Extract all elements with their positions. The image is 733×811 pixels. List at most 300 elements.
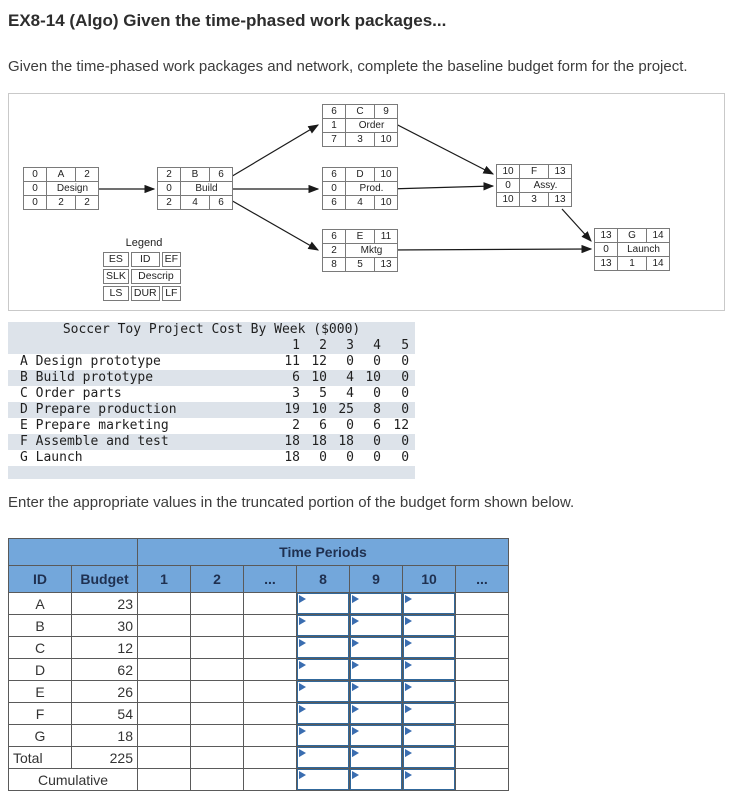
- total-period-8-input[interactable]: [297, 747, 350, 769]
- cost-week-value: 4: [346, 386, 354, 401]
- cost-week-value: 0: [387, 370, 415, 386]
- node-ls-value: 2: [158, 196, 181, 210]
- activity-node-E: [322, 229, 398, 272]
- row-G-period-8-input[interactable]: [297, 725, 350, 747]
- budget-row-id: B: [9, 615, 72, 637]
- budget-row-amount: 23: [72, 593, 138, 615]
- cell-flag-icon: [352, 727, 359, 736]
- row-F-period-9-cell: [350, 703, 403, 725]
- node-id-value: G: [618, 229, 647, 243]
- cost-week-header: 3: [333, 338, 360, 354]
- cost-week-value: 18: [306, 434, 333, 450]
- row-D-period-10-cell: [403, 659, 456, 681]
- node-row-late: [497, 193, 572, 207]
- budget-row-id: E: [9, 681, 72, 703]
- node-lf-value: 14: [647, 257, 670, 271]
- cost-week-value: 0: [346, 354, 354, 369]
- row-B-period-9-input[interactable]: [350, 615, 403, 637]
- budget-row-id: A: [9, 593, 72, 615]
- budget-row-E: [9, 681, 509, 703]
- row-E-period-9-cell: [350, 681, 403, 703]
- budget-row-amount: 62: [72, 659, 138, 681]
- cost-activity-label: E Prepare marketing: [20, 418, 169, 433]
- budget-row-id: D: [9, 659, 72, 681]
- node-slack-value: 0: [158, 182, 181, 196]
- node-id-value: D: [346, 168, 375, 182]
- cost-week-value: 0: [373, 386, 381, 401]
- cumulative-period-10-input[interactable]: [403, 769, 456, 791]
- node-lf-value: 2: [76, 196, 99, 210]
- activity-node-G: [594, 228, 670, 271]
- row-A-period-8-input[interactable]: [297, 593, 350, 615]
- node-row-middle: [323, 244, 398, 258]
- cumulative-label: Cumulative: [9, 769, 138, 791]
- cost-week-header: 5: [387, 338, 415, 354]
- node-description: Design: [47, 182, 99, 196]
- legend-table: [101, 250, 183, 303]
- node-row-early: [323, 230, 398, 244]
- row-C-period-8-input[interactable]: [297, 637, 350, 659]
- cost-week-value: 0: [346, 418, 354, 433]
- row-A-period-8-cell: [297, 593, 350, 615]
- edge-F-to-G: [562, 209, 591, 241]
- node-row-early: [158, 168, 233, 182]
- row-D-period-9-cell: [350, 659, 403, 681]
- activity-node-table-B: [157, 167, 233, 210]
- cost-table-title-row: [8, 322, 415, 338]
- node-description: Order: [346, 119, 398, 133]
- cost-week-header: 2: [306, 338, 333, 354]
- legend-cell: Descrip: [131, 269, 181, 284]
- budget-empty-cell: [138, 593, 191, 615]
- budget-empty-cell: [244, 593, 297, 615]
- row-D-period-10-input[interactable]: [403, 659, 456, 681]
- budget-form-table: [8, 538, 509, 791]
- budget-column-header-row: [9, 566, 509, 593]
- cost-table-title: Soccer Toy Project Cost By Week ($000): [8, 322, 415, 338]
- period-header-1: 1: [138, 566, 191, 593]
- budget-empty-cell: [191, 747, 244, 769]
- node-description: Prod.: [346, 182, 398, 196]
- row-E-period-10-input[interactable]: [403, 681, 456, 703]
- cell-flag-icon: [405, 617, 412, 626]
- budget-row-id: F: [9, 703, 72, 725]
- cumulative-period-10-cell: [403, 769, 456, 791]
- node-es-value: 0: [24, 168, 47, 182]
- row-F-period-10-cell: [403, 703, 456, 725]
- node-row-late: [24, 196, 99, 210]
- row-B-period-10-cell: [403, 615, 456, 637]
- cost-week-value: 0: [401, 450, 410, 465]
- budget-column-header: Budget: [72, 566, 138, 593]
- period-header-8: 8: [297, 566, 350, 593]
- row-G-period-10-cell: [403, 725, 456, 747]
- node-description: Assy.: [520, 179, 572, 193]
- node-ef-value: 10: [375, 168, 398, 182]
- node-description: Launch: [618, 243, 670, 257]
- node-lf-value: 13: [375, 258, 398, 272]
- budget-empty-cell: [138, 615, 191, 637]
- cost-activity-label: D Prepare production: [8, 402, 279, 418]
- cell-flag-icon: [405, 683, 412, 692]
- cost-week-value: 0: [373, 450, 381, 465]
- node-id-value: E: [346, 230, 375, 244]
- cell-flag-icon: [299, 595, 306, 604]
- node-id-value: B: [181, 168, 210, 182]
- node-row-middle: [24, 182, 99, 196]
- budget-empty-cell: [456, 637, 509, 659]
- node-lf-value: 6: [210, 196, 233, 210]
- budget-empty-cell: [138, 725, 191, 747]
- node-es-value: 10: [497, 165, 520, 179]
- cost-week-value: 10: [360, 370, 387, 386]
- node-slack-value: 0: [595, 243, 618, 257]
- row-C-period-9-cell: [350, 637, 403, 659]
- edge-B-to-E: [229, 199, 318, 250]
- node-row-middle: [323, 119, 398, 133]
- cost-table-row: [8, 418, 415, 434]
- legend-row: [103, 286, 181, 301]
- cost-week-value: 25: [333, 402, 360, 418]
- activity-node-F: [496, 164, 572, 207]
- activity-node-table-D: [322, 167, 398, 210]
- node-es-value: 13: [595, 229, 618, 243]
- budget-empty-cell: [244, 615, 297, 637]
- cost-week-value: 0: [401, 386, 410, 401]
- budget-empty-cell: [138, 659, 191, 681]
- cost-table-footer: [8, 466, 415, 479]
- cost-week-value: 8: [360, 402, 387, 418]
- legend-row: [103, 269, 181, 284]
- legend-cell: ES: [103, 252, 129, 267]
- row-E-period-10-cell: [403, 681, 456, 703]
- cost-table-row: [8, 386, 415, 402]
- budget-empty-cell: [191, 769, 244, 791]
- budget-empty-cell: [244, 637, 297, 659]
- cost-activity-label: A Design prototype: [20, 354, 161, 369]
- cell-flag-icon: [352, 595, 359, 604]
- node-row-late: [323, 133, 398, 147]
- row-F-period-8-cell: [297, 703, 350, 725]
- node-ls-value: 8: [323, 258, 346, 272]
- budget-row-amount: 26: [72, 681, 138, 703]
- cost-table-footer-row: [8, 466, 415, 479]
- budget-row-id: C: [9, 637, 72, 659]
- cell-flag-icon: [299, 639, 306, 648]
- budget-empty-cell: [244, 769, 297, 791]
- node-lf-value: 10: [375, 196, 398, 210]
- budget-empty-cell: [191, 637, 244, 659]
- cell-flag-icon: [299, 683, 306, 692]
- legend-cell: ID: [131, 252, 160, 267]
- cell-flag-icon: [352, 617, 359, 626]
- period-header-2: 2: [191, 566, 244, 593]
- node-duration-value: 2: [47, 196, 76, 210]
- node-slack-value: 0: [323, 182, 346, 196]
- budget-empty-cell: [244, 747, 297, 769]
- legend-cell: DUR: [131, 286, 160, 301]
- cost-week-value: 18: [333, 434, 360, 450]
- budget-empty-cell: [191, 725, 244, 747]
- page-title: EX8-14 (Algo) Given the time-phased work packages...: [8, 11, 447, 30]
- node-row-middle: [323, 182, 398, 196]
- budget-empty-cell: [456, 725, 509, 747]
- cost-activity-label: F Assemble and test: [8, 434, 279, 450]
- cell-flag-icon: [299, 661, 306, 670]
- network-diagram-panel: [8, 93, 725, 311]
- budget-row-C: [9, 637, 509, 659]
- cost-by-week-table: [8, 322, 415, 479]
- node-row-early: [323, 105, 398, 119]
- row-G-period-8-cell: [297, 725, 350, 747]
- cell-flag-icon: [299, 617, 306, 626]
- node-row-early: [595, 229, 670, 243]
- node-row-late: [323, 258, 398, 272]
- row-F-period-9-input[interactable]: [350, 703, 403, 725]
- cell-flag-icon: [299, 705, 306, 714]
- budget-row-B: [9, 615, 509, 637]
- node-lf-value: 10: [375, 133, 398, 147]
- row-B-period-8-input[interactable]: [297, 615, 350, 637]
- row-A-period-10-cell: [403, 593, 456, 615]
- row-E-period-9-input[interactable]: [350, 681, 403, 703]
- cost-activity-label: C Order parts: [20, 386, 122, 401]
- budget-header-blank-cell: [9, 539, 138, 566]
- budget-empty-cell: [191, 615, 244, 637]
- row-G-period-10-input[interactable]: [403, 725, 456, 747]
- node-lf-value: 13: [549, 193, 572, 207]
- legend-row: [103, 252, 181, 267]
- node-ef-value: 2: [76, 168, 99, 182]
- budget-empty-cell: [244, 725, 297, 747]
- row-B-period-9-cell: [350, 615, 403, 637]
- node-ls-value: 13: [595, 257, 618, 271]
- node-row-late: [158, 196, 233, 210]
- cost-week-value: 6: [319, 418, 327, 433]
- budget-row-amount: 12: [72, 637, 138, 659]
- node-row-early: [323, 168, 398, 182]
- legend-cell: LS: [103, 286, 129, 301]
- cost-week-value: 0: [387, 434, 415, 450]
- time-periods-header: Time Periods: [138, 539, 509, 566]
- activity-node-table-C: [322, 104, 398, 147]
- activity-node-table-G: [594, 228, 670, 271]
- row-A-period-10-input[interactable]: [403, 593, 456, 615]
- cost-week-header: 4: [360, 338, 387, 354]
- cell-flag-icon: [405, 705, 412, 714]
- row-A-period-9-cell: [350, 593, 403, 615]
- cost-week-value: 0: [360, 434, 387, 450]
- node-row-middle: [158, 182, 233, 196]
- legend: [101, 237, 187, 303]
- cost-week-value: 5: [319, 386, 327, 401]
- legend-cell: LF: [162, 286, 181, 301]
- cell-flag-icon: [405, 595, 412, 604]
- cost-week-value: 3: [292, 386, 300, 401]
- budget-row-G: [9, 725, 509, 747]
- edge-C-to-F: [388, 120, 493, 174]
- cumulative-period-8-input[interactable]: [297, 769, 350, 791]
- budget-row-amount: 18: [72, 725, 138, 747]
- node-row-middle: [497, 179, 572, 193]
- node-es-value: 6: [323, 168, 346, 182]
- node-slack-value: 2: [323, 244, 346, 258]
- node-slack-value: 0: [24, 182, 47, 196]
- cost-week-value: 0: [346, 450, 354, 465]
- cell-flag-icon: [352, 639, 359, 648]
- activity-node-B: [157, 167, 233, 210]
- budget-row-id: Total: [9, 747, 72, 769]
- row-G-period-9-cell: [350, 725, 403, 747]
- budget-empty-cell: [456, 747, 509, 769]
- edge-E-to-G: [388, 249, 591, 250]
- total-period-9-input[interactable]: [350, 747, 403, 769]
- cost-table-row: [8, 402, 415, 418]
- cost-week-value: 18: [284, 450, 300, 465]
- node-row-early: [24, 168, 99, 182]
- cumulative-period-9-input[interactable]: [350, 769, 403, 791]
- cell-flag-icon: [405, 661, 412, 670]
- row-E-period-8-input[interactable]: [297, 681, 350, 703]
- node-ls-value: 0: [24, 196, 47, 210]
- budget-empty-cell: [138, 747, 191, 769]
- period-header-9: 9: [350, 566, 403, 593]
- node-duration-value: 3: [520, 193, 549, 207]
- cell-flag-icon: [405, 639, 412, 648]
- budget-empty-cell: [456, 681, 509, 703]
- node-es-value: 6: [323, 230, 346, 244]
- budget-cumulative-row: [9, 769, 509, 791]
- budget-empty-cell: [191, 659, 244, 681]
- cost-activity-label: B Build prototype: [8, 370, 279, 386]
- node-ls-value: 7: [323, 133, 346, 147]
- node-slack-value: 1: [323, 119, 346, 133]
- total-period-10-cell: [403, 747, 456, 769]
- cost-week-value: 10: [306, 402, 333, 418]
- budget-empty-cell: [138, 637, 191, 659]
- activity-node-table-F: [496, 164, 572, 207]
- budget-empty-cell: [138, 703, 191, 725]
- cost-week-value: 0: [401, 354, 410, 369]
- node-ls-value: 6: [323, 196, 346, 210]
- cell-flag-icon: [352, 749, 359, 758]
- budget-row-amount: 30: [72, 615, 138, 637]
- legend-title: Legend: [125, 237, 163, 249]
- budget-empty-cell: [191, 593, 244, 615]
- row-A-period-9-input[interactable]: [350, 593, 403, 615]
- cost-table-row: [8, 434, 415, 450]
- row-C-period-9-input[interactable]: [350, 637, 403, 659]
- node-duration-value: 1: [618, 257, 647, 271]
- node-row-middle: [595, 243, 670, 257]
- budget-row-F: [9, 703, 509, 725]
- cell-flag-icon: [299, 771, 306, 780]
- budget-empty-cell: [244, 703, 297, 725]
- activity-node-A: [23, 167, 99, 210]
- cell-flag-icon: [405, 771, 412, 780]
- node-duration-value: 4: [346, 196, 375, 210]
- row-G-period-9-input[interactable]: [350, 725, 403, 747]
- row-E-period-8-cell: [297, 681, 350, 703]
- budget-row-amount: 225: [72, 747, 138, 769]
- total-period-10-input[interactable]: [403, 747, 456, 769]
- budget-total-row: [9, 747, 509, 769]
- cell-flag-icon: [405, 727, 412, 736]
- id-column-header: ID: [9, 566, 72, 593]
- node-ef-value: 6: [210, 168, 233, 182]
- period-header-dotsdotsdots: ...: [244, 566, 297, 593]
- row-F-period-10-input[interactable]: [403, 703, 456, 725]
- row-C-period-8-cell: [297, 637, 350, 659]
- row-C-period-10-input[interactable]: [403, 637, 456, 659]
- budget-empty-cell: [191, 703, 244, 725]
- node-es-value: 2: [158, 168, 181, 182]
- cost-week-value: 12: [311, 354, 327, 369]
- cumulative-period-8-cell: [297, 769, 350, 791]
- cost-activity-label: G Launch: [20, 450, 83, 465]
- cost-week-value: 0: [387, 402, 415, 418]
- node-row-late: [595, 257, 670, 271]
- cost-header-spacer: [8, 338, 279, 354]
- cell-flag-icon: [352, 771, 359, 780]
- budget-empty-cell: [191, 681, 244, 703]
- budget-empty-cell: [456, 769, 509, 791]
- row-D-period-8-input[interactable]: [297, 659, 350, 681]
- budget-empty-cell: [138, 769, 191, 791]
- intro-text: Given the time-phased work packages and network, complete the baseline budget form for the project.: [8, 58, 688, 75]
- activity-node-table-A: [23, 167, 99, 210]
- node-duration-value: 4: [181, 196, 210, 210]
- budget-row-id: G: [9, 725, 72, 747]
- cost-week-header: 1: [279, 338, 306, 354]
- node-duration-value: 3: [346, 133, 375, 147]
- row-F-period-8-input[interactable]: [297, 703, 350, 725]
- cell-flag-icon: [405, 749, 412, 758]
- cell-flag-icon: [299, 727, 306, 736]
- row-C-period-10-cell: [403, 637, 456, 659]
- budget-empty-cell: [456, 659, 509, 681]
- budget-row-amount: 54: [72, 703, 138, 725]
- cost-week-value: 10: [306, 370, 333, 386]
- node-id-value: A: [47, 168, 76, 182]
- node-ef-value: 9: [375, 105, 398, 119]
- node-es-value: 6: [323, 105, 346, 119]
- budget-empty-cell: [244, 659, 297, 681]
- budget-empty-cell: [456, 703, 509, 725]
- cost-week-value: 0: [319, 450, 327, 465]
- instruction-text: Enter the appropriate values in the truncated portion of the budget form shown below.: [8, 494, 575, 511]
- row-B-period-10-input[interactable]: [403, 615, 456, 637]
- budget-row-D: [9, 659, 509, 681]
- budget-empty-cell: [244, 681, 297, 703]
- cell-flag-icon: [299, 749, 306, 758]
- node-description: Build: [181, 182, 233, 196]
- total-period-8-cell: [297, 747, 350, 769]
- cost-week-value: 6: [279, 370, 306, 386]
- edge-D-to-F: [388, 186, 493, 189]
- budget-empty-cell: [456, 615, 509, 637]
- node-ef-value: 14: [647, 229, 670, 243]
- node-duration-value: 5: [346, 258, 375, 272]
- node-ls-value: 10: [497, 193, 520, 207]
- period-header-10: 10: [403, 566, 456, 593]
- period-header-dotsdotsdots: ...: [456, 566, 509, 593]
- cost-table-row: [8, 370, 415, 386]
- node-description: Mktg: [346, 244, 398, 258]
- budget-empty-cell: [138, 681, 191, 703]
- budget-group-header-row: [9, 539, 509, 566]
- row-D-period-9-input[interactable]: [350, 659, 403, 681]
